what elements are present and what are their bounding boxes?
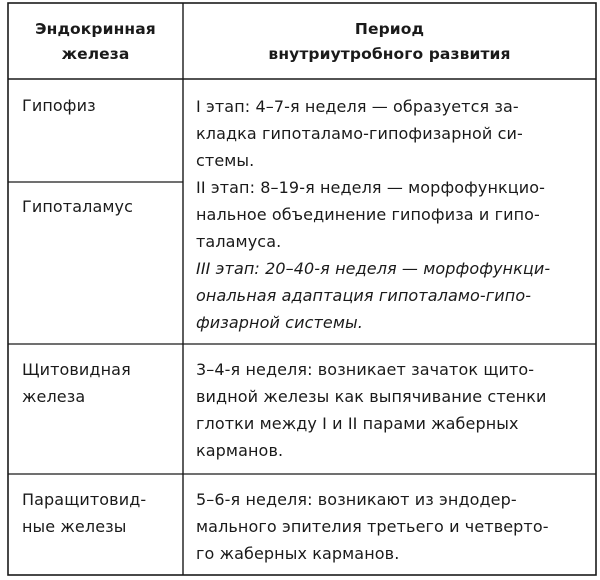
period-pituitary-hypothalamus	[196, 93, 550, 336]
stage-1-line-2: кладка гипоталамо-гипофизарной си-	[196, 124, 523, 143]
gland-thyroid	[22, 356, 131, 410]
period-parathyroid-line-2: мального эпителия третьего и четверто-	[196, 517, 549, 536]
period-thyroid-line-4: карманов.	[196, 441, 284, 460]
stage-2-line-3: таламуса.	[196, 232, 282, 251]
gland-parathyroid	[22, 486, 146, 540]
gland-hypothalamus	[22, 193, 133, 220]
header-gland-line-1: Эндокринная	[35, 20, 156, 38]
period-parathyroid-line-1: 5–6-я неделя: возникают из эндодер-	[196, 490, 517, 509]
gland-pituitary	[22, 92, 96, 119]
stage-1-line-1: I этап: 4–7-я неделя — образуется за-	[196, 97, 519, 116]
stage-2-line-2: нальное объединение гипофиза и гипо-	[196, 205, 540, 224]
period-parathyroid	[196, 486, 549, 567]
header-gland-line-2: железа	[61, 45, 130, 63]
gland-thyroid-line-1: Щитовидная	[22, 360, 131, 379]
gland-pituitary-text: Гипофиз	[22, 96, 96, 115]
stage-3-line-1: III этап: 20–40-я неделя — морфофункци-	[196, 259, 551, 278]
gland-thyroid-line-2: железа	[22, 387, 86, 406]
stage-3-line-2: ональная адаптация гипоталамо-гипо-	[196, 286, 532, 305]
header-period-line-2: внутриутробного развития	[268, 45, 511, 63]
header-gland	[8, 17, 183, 67]
header-period	[183, 17, 596, 67]
period-thyroid-line-1: 3–4-я неделя: возникает зачаток щито-	[196, 360, 535, 379]
period-thyroid-line-3: глотки между I и II парами жаберных	[196, 414, 519, 433]
stage-2-line-1: II этап: 8–19-я неделя — морфофункцио-	[196, 178, 546, 197]
period-thyroid-line-2: видной железы как выпячивание стенки	[196, 387, 547, 406]
stage-1-line-3: стемы.	[196, 151, 255, 170]
period-thyroid	[196, 356, 547, 464]
gland-parathyroid-line-1: Паращитовид-	[22, 490, 147, 509]
header-period-line-1: Период	[354, 20, 425, 38]
period-parathyroid-line-3: го жаберных карманов.	[196, 544, 400, 563]
gland-hypothalamus-text: Гипоталамус	[22, 197, 133, 216]
gland-parathyroid-line-2: ные железы	[22, 517, 127, 536]
stage-3-line-3: физарной системы.	[196, 313, 363, 332]
